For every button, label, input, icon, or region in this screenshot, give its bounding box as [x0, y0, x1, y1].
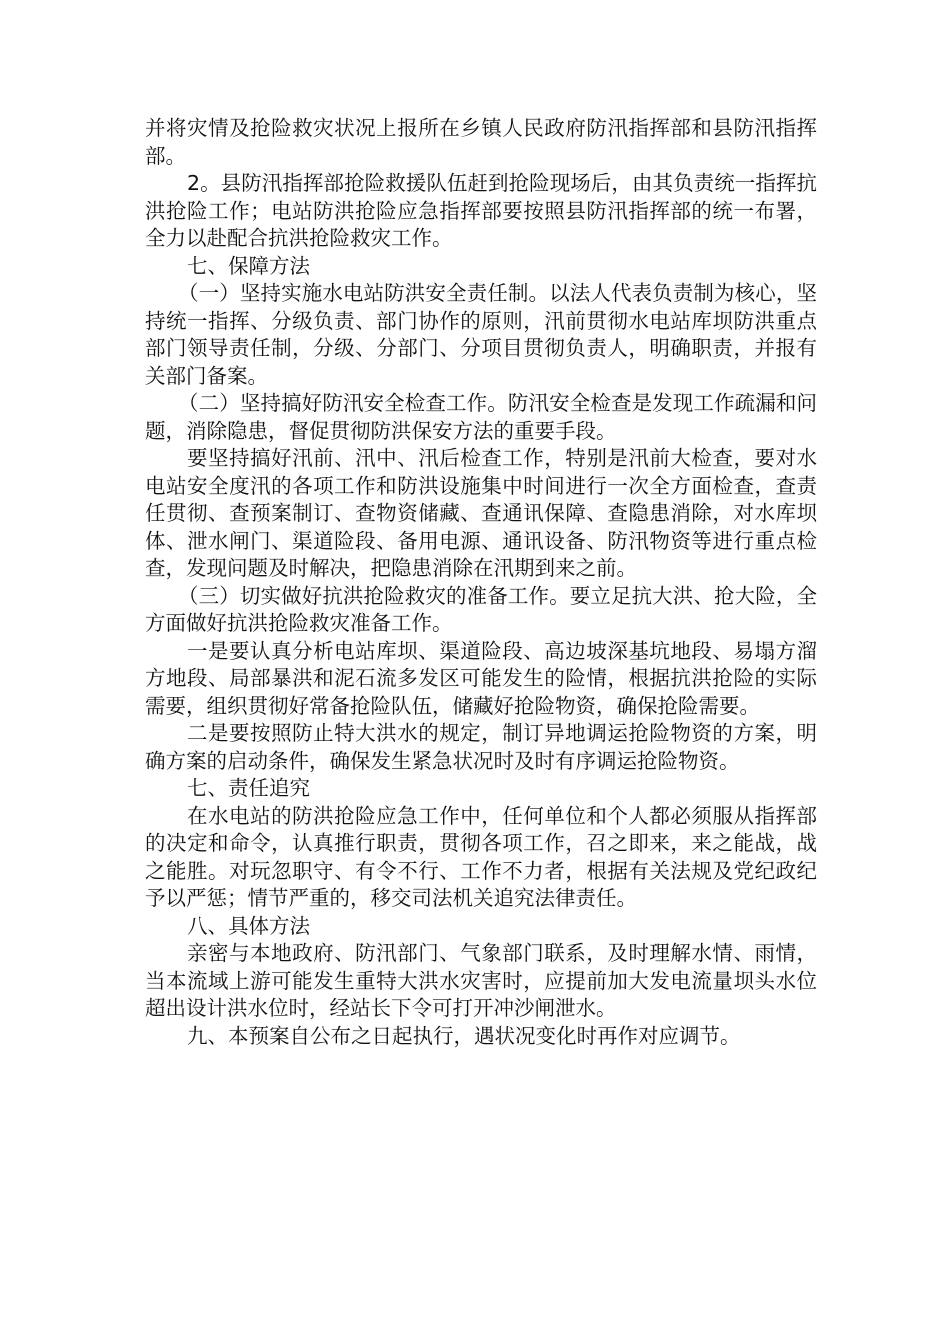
- paragraph-disaster-report: 并将灾情及抢险救灾状况上报所在乡镇人民政府防汛指挥部和县防汛指挥部。: [145, 116, 817, 168]
- paragraph-preparation-first: 一是要认真分析电站库坝、渠道险段、高边坡深基坑地段、易塌方溜方地段、局部暴洪和泥石流多发区可能发生的险情，根据抗洪抢险的实际需要，组织贯彻好常备抢险队伍，储藏好抢险物资，确保抢险需要。: [145, 638, 817, 718]
- paragraph-accountability: 在水电站的防洪抢险应急工作中，任何单位和个人都必须服从指挥部的决定和命令，认真推行职责，贯彻各项工作，召之即来，来之能战，战之能胜。对玩忽职守、有令不行、工作不力者，根据有关法规及党纪政纪予以严惩；情节严重的，移交司法机关追究法律责任。: [145, 803, 817, 910]
- section-heading-safeguard: 七、保障方法: [187, 253, 310, 278]
- document-body: [145, 115, 817, 1050]
- paragraph-rescue-team: 2。县防汛指挥部抢险救援队伍赶到抢险现场后，由其负责统一指挥抗洪抢险工作；电站防洪抢险应急指挥部要按照县防汛指挥部的统一布署，全力以赴配合抗洪抢险救灾工作。: [145, 171, 817, 250]
- paragraph-preparation-second: 二是要按照防止特大洪水的规定，制订异地调运抢险物资的方案，明确方案的启动条件，确保发生紧急状况时及时有序调运抢险物资。: [145, 721, 817, 773]
- paragraph-preparation: （三）切实做好抗洪抢险救灾的准备工作。要立足抗大洪、抢大险，全方面做好抗洪抢险救灾准备工作。: [145, 583, 817, 635]
- section-heading-accountability: 七、责任追究: [187, 776, 310, 800]
- paragraph-inspection-details: 要坚持搞好汛前、汛中、汛后检查工作，特别是汛前大检查，要对水电站安全度汛的各项工作和防洪设施集中时间进行一次全方面检查，查责任贯彻、查预案制订、查物资储藏、查通讯保障、查隐患消除，对水库坝体、泄水闸门、渠道险段、备用电源、通讯设备、防汛物资等进行重点检查，发现问题及时解决，把隐患消除在汛期到来之前。: [145, 446, 817, 580]
- paragraph-measures: 亲密与本地政府、防汛部门、气象部门联系，及时理解水情、雨情，当本流域上游可能发生重特大洪水灾害时，应提前加大发电流量坝头水位超出设计洪水位时，经站长下令可打开冲沙闸泄水。: [145, 941, 817, 1020]
- paragraph-safety-inspection: （二）坚持搞好防汛安全检查工作。防汛安全检查是发现工作疏漏和问题，消除隐患，督促贯彻防洪保安方法的重要手段。: [145, 391, 817, 443]
- paragraph-responsibility-system: （一）坚持实施水电站防洪安全责任制。以法人代表负责制为核心，坚持统一指挥、分级负责、部门协作的原则，汛前贯彻水电站库坝防洪重点部门领导责任制，分级、分部门、分项目贯彻负责人，明确职责，并报有关部门备案。: [145, 281, 817, 388]
- paragraph-effective-date: 九、本预案自公布之日起执行，遇状况变化时再作对应调节。: [187, 1023, 741, 1048]
- section-heading-measures: 八、具体方法: [187, 913, 310, 938]
